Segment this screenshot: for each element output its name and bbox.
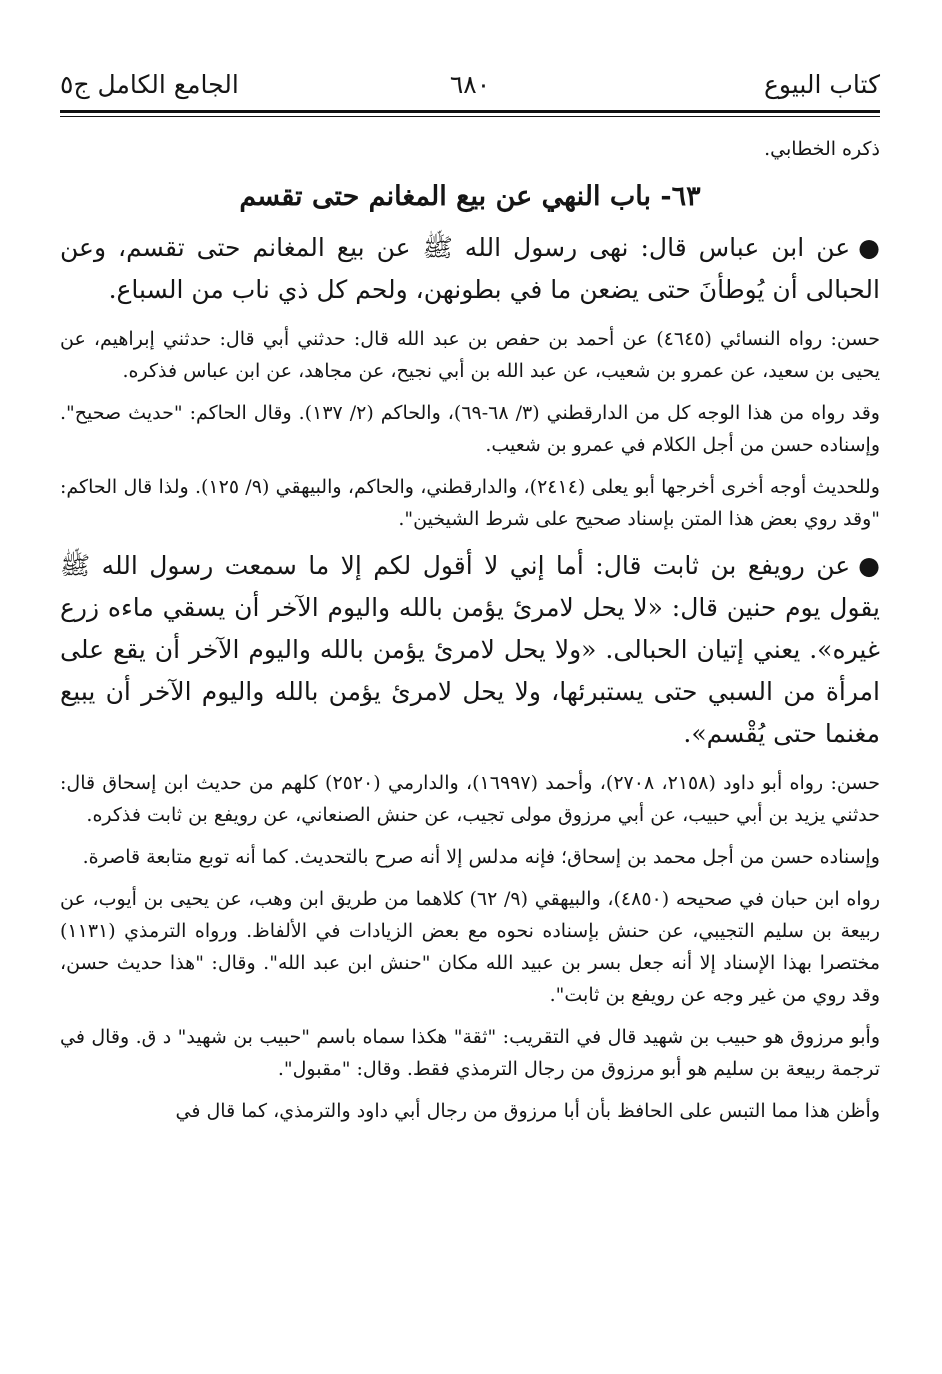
volume-title: الجامع الكامل ج٥ <box>60 70 239 99</box>
book-page <box>60 62 880 1362</box>
page-number: ٦٨٠ <box>449 70 491 99</box>
bullet-marker: ● <box>858 233 880 262</box>
commentary-paragraph: حسن: رواه أبو داود (٢١٥٨، ٢٧٠٨)، وأحمد (١٦٩٩٧)، والدارمي (٢٥٢٠) كلهم من حديث ابن إسحاق قال: حدثني يزيد بن أبي حبيب، عن أبي مرزوق مولى تجيب، عن حنش الصنعاني، عن رويفع بن ثابت فذكره. <box>60 772 881 826</box>
page-header <box>60 62 880 106</box>
commentary-paragraph: رواه ابن حبان في صحيحه (٤٨٥٠)، والبيهقي (٩/ ٦٢) كلاهما من طريق ابن وهب، عن يحيى بن أيوب، عن ربيعة بن سليم التجيبي، عن حنش بإسناده نحوه مع بعض الزيادات في الألفاظ. ورواه الترمذي (١١٣١) مختصرا بهذا الإسناد إلا أنه جعل بسر بن عبيد الله مكان "حنش ابن عبد الله". وقال: "هذا حديث حسن، وقد روي من غير وجه عن رويفع بن ثابت". <box>60 888 880 1006</box>
commentary-paragraph: حسن: رواه النسائي (٤٦٤٥) عن أحمد بن حفص بن عبد الله قال: حدثني أبي قال: حدثني إبراهيم، عن يحيى بن سعيد، عن عمرو بن شعيب، عن عبد الله بن أبي نجيح، عن مجاهد، عن ابن عباس فذكره. <box>60 328 880 382</box>
hadith-1-body: عن ابن عباس قال: نهى رسول الله ﷺ عن بيع المغانم حتى تقسم، وعن الحبالى أن يُوطأنَ حتى يضعن ما في بطونهن، ولحم كل ذي ناب من السباع. <box>60 233 880 304</box>
hadith-text-1 <box>60 227 880 311</box>
hadith-2-body: عن رويفع بن ثابت قال: أما إني لا أقول لكم إلا ما سمعت رسول الله ﷺ يقول يوم حنين قال: «لا يحل لامرئ يؤمن بالله واليوم الآخر أن يسقي ماءه زرع غيره». يعني إتيان الحبالى. «ولا يحل لامرئ يؤمن بالله واليوم الآخر أن يقع على امرأة من السبي حتى يستبرئها، ولا يحل لامرئ يؤمن بالله واليوم الآخر أن يبيع مغنما حتى يُقْسم». <box>60 551 880 748</box>
commentary-paragraph: وللحديث أوجه أخرى أخرجها أبو يعلى (٢٤١٤)، والدارقطني، والحاكم، والبيهقي (٩/ ١٢٥). ولذا قال الحاكم: "وقد روي بعض هذا المتن بإسناد صحيح على شرط الشيخين". <box>60 476 880 530</box>
commentary-paragraph: وأظن هذا مما التبس على الحافظ بأن أبا مرزوق من رجال أبي داود والترمذي، كما قال في <box>175 1100 880 1122</box>
book-title: كتاب البيوع <box>763 70 880 99</box>
chapter-heading: ٦٣- باب النهي عن بيع المغانم حتى تقسم <box>239 181 701 212</box>
bullet-marker: ● <box>858 551 880 580</box>
header-rule-thin <box>60 116 880 117</box>
commentary-paragraph: وقد رواه من هذا الوجه كل من الدارقطني (٣/ ٦٨-٦٩)، والحاكم (٢/ ١٣٧). وقال الحاكم: "حديث صحيح". وإسناده حسن من أجل الكلام في عمرو بن شعيب. <box>60 402 880 456</box>
commentary-paragraph: وأبو مرزوق هو حبيب بن شهيد قال في التقريب: "ثقة" هكذا سماه باسم "حبيب بن شهيد" د ق. وقال في ترجمة ربيعة بن سليم هو أبو مرزوق من رجال الترمذي فقط. وقال: "مقبول". <box>60 1026 880 1080</box>
commentary-paragraph: وإسناده حسن من أجل محمد بن إسحاق؛ فإنه مدلس إلا أنه صرح بالتحديث. كما أنه توبع متابعة قاصرة. <box>82 846 880 868</box>
hadith-text-2 <box>60 545 880 755</box>
paragraph-intro: ذكره الخطابي. <box>764 138 880 160</box>
header-rule-thick <box>60 110 880 113</box>
